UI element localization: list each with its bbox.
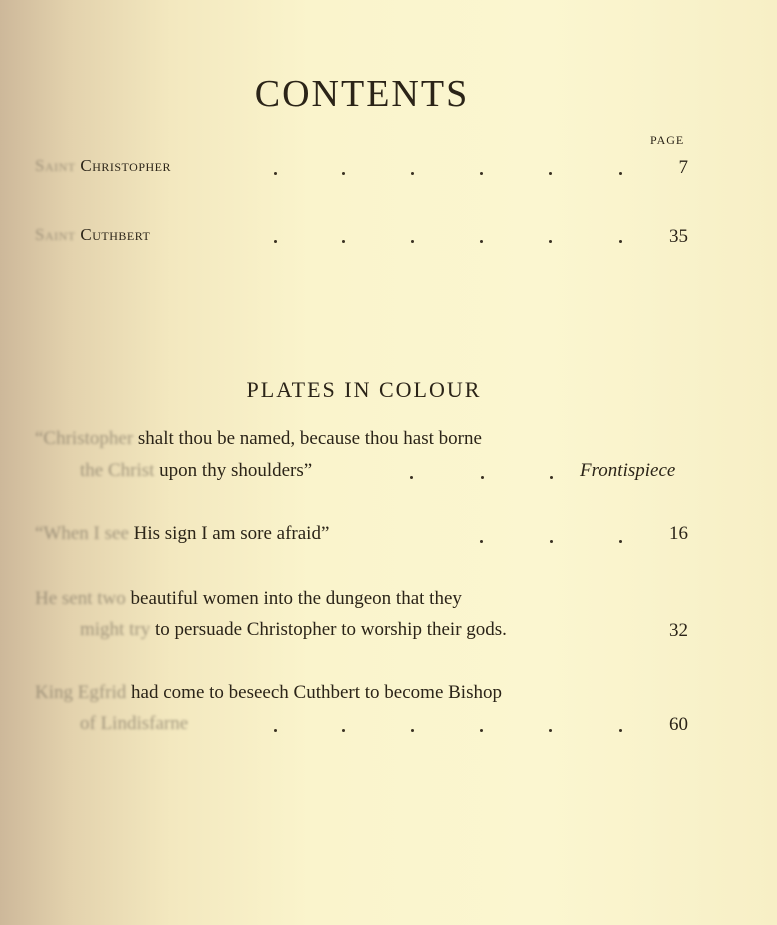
- plate-prefix: King Egfrid: [35, 682, 132, 703]
- plate-prefix: He sent two: [35, 588, 131, 609]
- page-number: 60: [669, 714, 688, 735]
- plate-caption: beautiful women into the dungeon that they: [130, 588, 462, 609]
- page-number: 32: [669, 620, 688, 641]
- plate-caption: His sign I am sore afraid”: [133, 523, 330, 544]
- plate-caption: had come to beseech Cuthbert to become Bishop: [131, 682, 502, 703]
- entry-prefix: Saint: [35, 156, 81, 175]
- page-number: 7: [678, 157, 688, 178]
- page-column-label: PAGE: [650, 133, 685, 147]
- plates-heading: PLATES IN COLOUR: [246, 377, 482, 402]
- entry-title: Cuthbert: [80, 225, 151, 244]
- page-number: Frontispiece: [580, 460, 676, 481]
- plate-prefix: the Christ: [80, 460, 160, 481]
- plate-prefix: “Christopher: [35, 428, 138, 449]
- page-title: CONTENTS: [254, 73, 470, 115]
- entry-title: Christopher: [80, 156, 172, 175]
- plate-caption: to persuade Christopher to worship their gods.: [154, 619, 507, 640]
- plate-prefix: of Lindisfarne: [80, 713, 189, 734]
- plate-caption: upon thy shoulders”: [159, 460, 313, 481]
- plate-prefix: “When I see: [35, 523, 134, 544]
- page-number: 16: [669, 523, 688, 544]
- page-number: 35: [669, 226, 688, 247]
- plate-caption: shalt thou be named, because thou hast borne: [137, 428, 482, 449]
- plate-prefix: might try: [80, 619, 155, 640]
- entry-prefix: Saint: [35, 225, 81, 244]
